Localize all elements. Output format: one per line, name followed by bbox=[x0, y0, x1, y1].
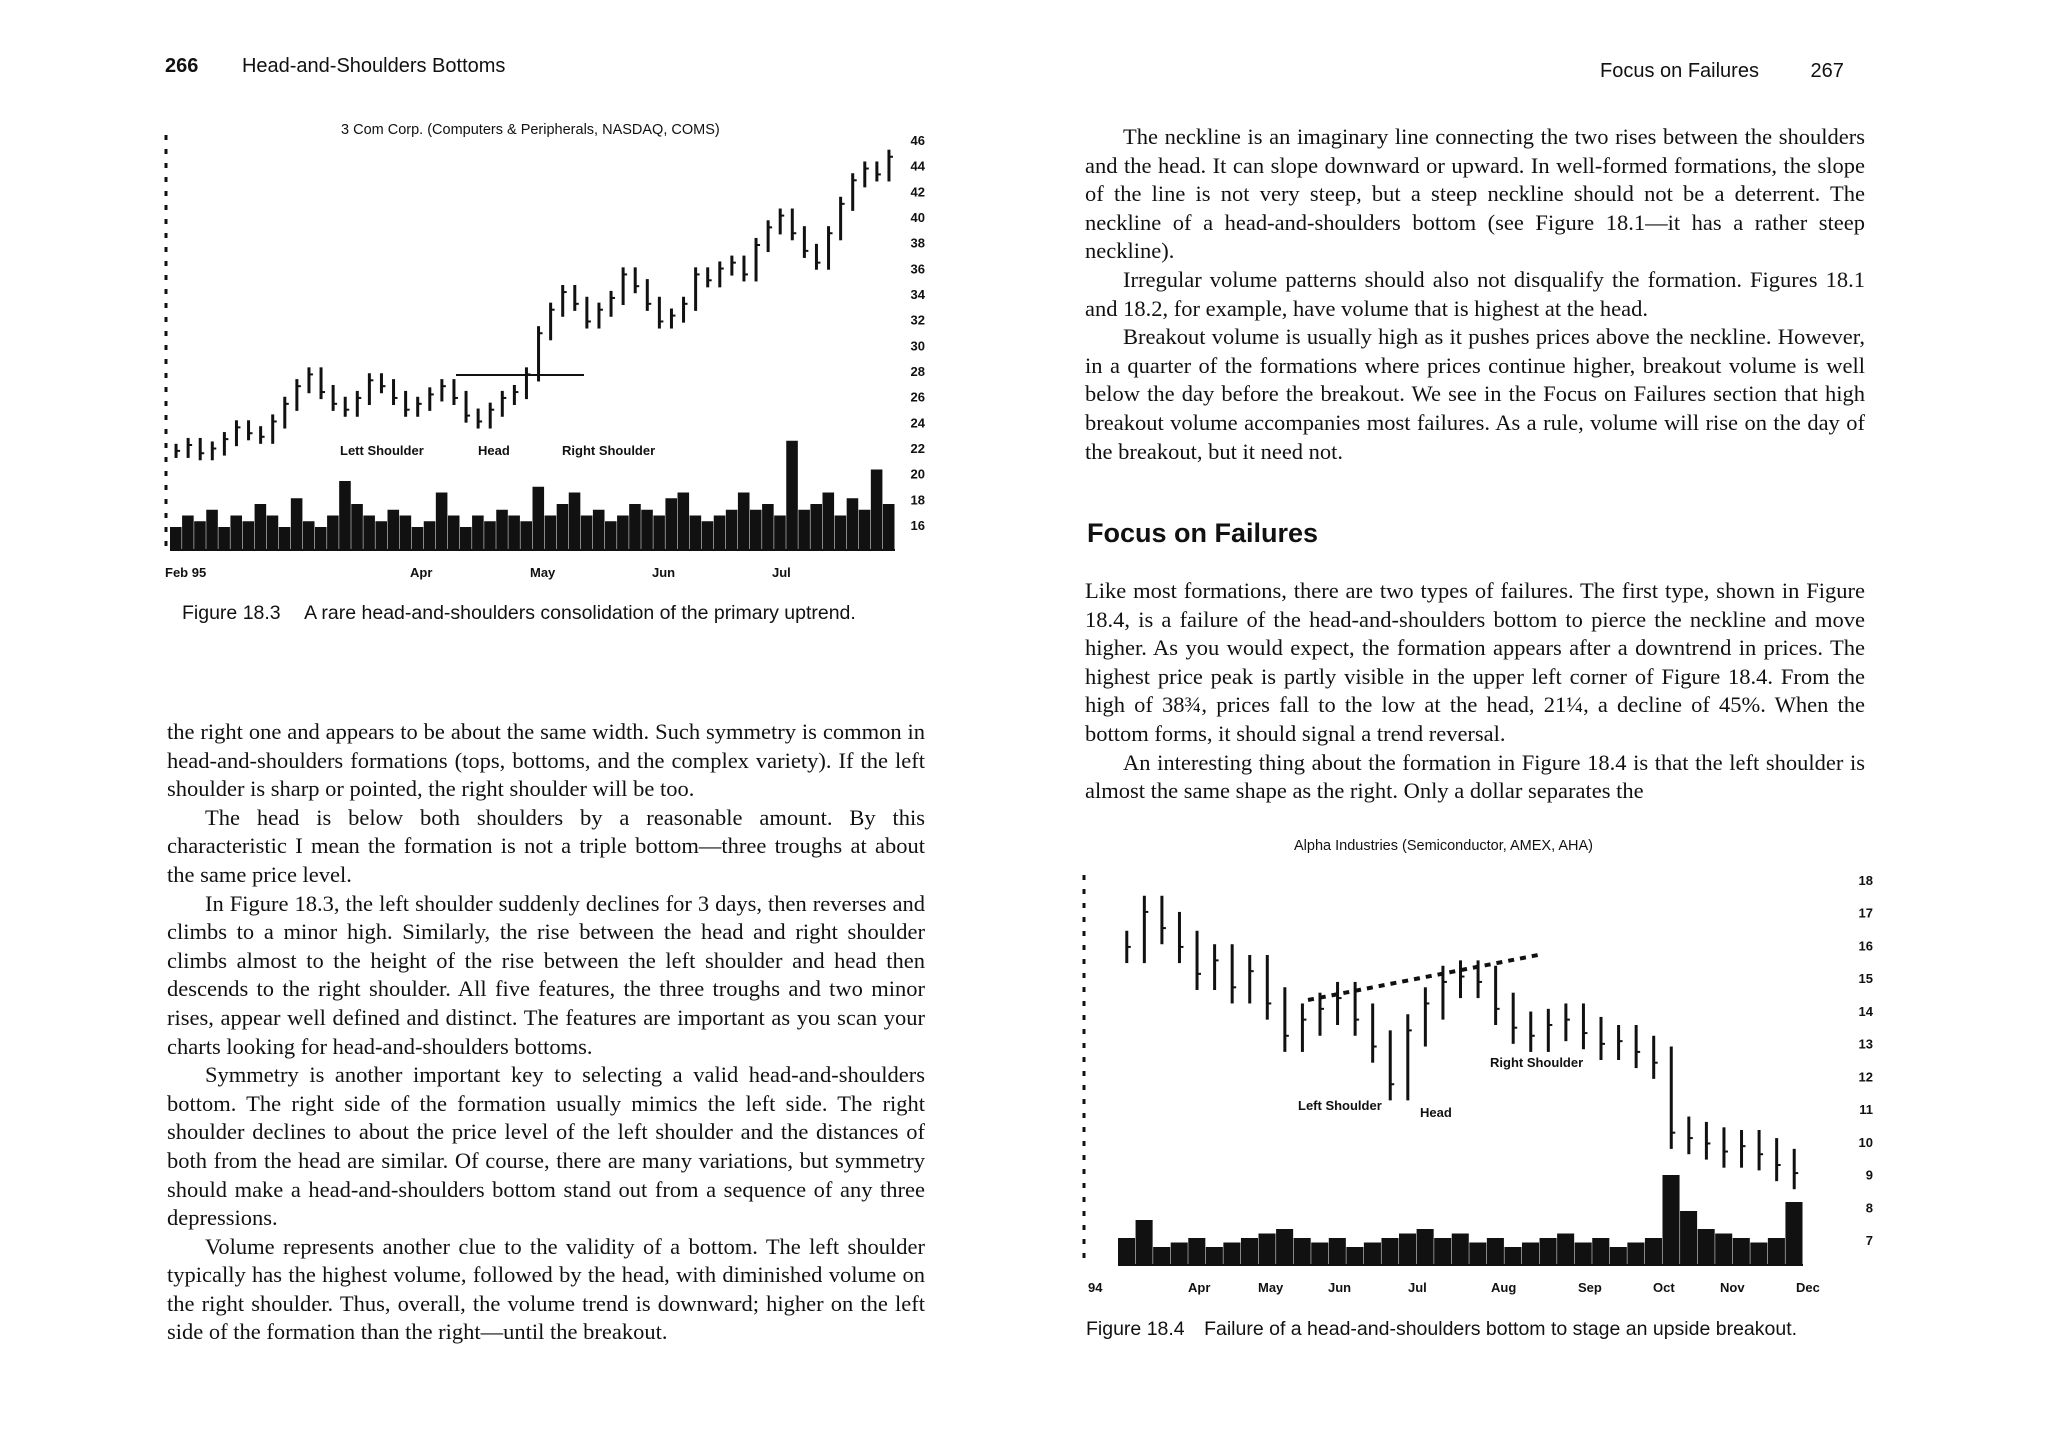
y-tick-label: 36 bbox=[910, 261, 925, 277]
volume-bar bbox=[605, 521, 617, 550]
volume-bar bbox=[303, 521, 315, 550]
volume-bar bbox=[194, 521, 206, 550]
y-tick-label: 12 bbox=[1858, 1069, 1873, 1085]
volume-bar bbox=[363, 516, 375, 551]
volume-bar bbox=[267, 516, 279, 551]
y-tick-label: 30 bbox=[910, 338, 925, 354]
y-tick-label: 46 bbox=[910, 135, 925, 148]
volume-bar bbox=[690, 516, 702, 551]
volume-bar bbox=[629, 504, 641, 550]
paragraph: Volume represents another clue to the validity of a bottom. The left shoulder typically has the highest volume, followed by the head, with diminished volume on the right shoulder. Thus, overall, the volume trend is downward; higher on the left side of the formation than the right—until the breakout. bbox=[167, 1233, 925, 1345]
volume-bar bbox=[1733, 1238, 1750, 1265]
x-tick-label: Jul bbox=[1408, 1280, 1427, 1295]
volume-bar bbox=[1206, 1247, 1223, 1265]
volume-bar bbox=[1153, 1247, 1170, 1265]
x-tick-label: May bbox=[1258, 1280, 1284, 1295]
volume-bar bbox=[810, 504, 822, 550]
volume-bar bbox=[1364, 1243, 1381, 1266]
volume-bar bbox=[702, 521, 714, 550]
body-text-left bbox=[167, 718, 925, 1347]
volume-bar bbox=[1381, 1238, 1398, 1265]
y-tick-label: 11 bbox=[1859, 1102, 1873, 1118]
volume-bar bbox=[533, 487, 545, 550]
y-tick-label: 28 bbox=[910, 364, 925, 379]
x-tick-label: May bbox=[530, 565, 556, 580]
neckline bbox=[1308, 955, 1538, 1000]
volume-bar bbox=[1557, 1234, 1574, 1266]
volume-bar bbox=[1171, 1243, 1188, 1266]
paragraph: An interesting thing about the formation in Figure 18.4 is that the left shoulder is almost the same shape as the right. Only a dollar separates the bbox=[1085, 749, 1865, 804]
paragraph: Like most formations, there are two types of failures. The first type, shown in Figure 18.4, is a failure of the head-and-shoulders bottom to pierce the neckline and move higher. As you would expect, the formation appears after a downtrend in prices. The highest price peak is partly visible in the upper left corner of Figure 18.4. From the high of 38¾, prices fall to the low at the head, 21¼, a decline of 45%. When the bottom forms, it should signal a trend reversal. bbox=[1085, 578, 1865, 746]
volume-bar bbox=[400, 516, 412, 551]
y-tick-label: 8 bbox=[1865, 1200, 1873, 1216]
volume-bar bbox=[617, 516, 629, 551]
x-tick-label: 94 bbox=[1088, 1280, 1103, 1295]
volume-bar bbox=[472, 516, 484, 551]
y-tick-label: 32 bbox=[910, 312, 925, 328]
volume-bar bbox=[182, 516, 194, 551]
y-tick-label: 40 bbox=[910, 210, 925, 225]
y-tick-label: 16 bbox=[910, 518, 925, 533]
volume-bar bbox=[786, 441, 798, 550]
pattern-annotation: Head bbox=[478, 443, 510, 458]
x-tick-label: Oct bbox=[1653, 1280, 1675, 1295]
volume-bar bbox=[508, 516, 520, 551]
volume-bar bbox=[1241, 1238, 1258, 1265]
x-tick-label: Apr bbox=[410, 565, 433, 580]
volume-bar bbox=[557, 504, 569, 550]
y-tick-label: 22 bbox=[910, 441, 925, 456]
volume-bar bbox=[1417, 1229, 1434, 1265]
volume-bar bbox=[1294, 1238, 1311, 1265]
volume-bar bbox=[1346, 1247, 1363, 1265]
volume-bar bbox=[545, 516, 557, 551]
x-tick-label: Jun bbox=[1328, 1280, 1352, 1295]
volume-bar bbox=[230, 516, 242, 551]
volume-bar bbox=[1399, 1234, 1416, 1266]
volume-bar bbox=[460, 527, 472, 550]
paragraph: In Figure 18.3, the left shoulder suddenly declines for 3 days, then reverses and climbs to a minor high. Similarly, the rise between the head and right shoulder climbs almost to the height of the rise between the left shoulder and head then descends to the right shoulder. All five features, the three troughs and two minor rises, appear well defined and distinct. The features are important as you scan your charts looking for head-and-shoulders bottoms. bbox=[167, 890, 925, 1059]
chart-title: 3 Com Corp. (Computers & Peripherals, NASDAQ, COMS) bbox=[341, 122, 720, 138]
volume-bar bbox=[291, 498, 303, 550]
section-heading: Focus on Failures bbox=[1087, 518, 1319, 548]
volume-bar bbox=[593, 510, 605, 550]
figure-caption bbox=[182, 602, 856, 625]
volume-bar bbox=[569, 493, 581, 551]
y-tick-label: 17 bbox=[1858, 905, 1873, 921]
right-page bbox=[1024, 0, 2048, 1447]
volume-bar bbox=[1785, 1202, 1802, 1265]
y-tick-label: 38 bbox=[910, 235, 925, 251]
volume-bar bbox=[641, 510, 653, 550]
volume-bar bbox=[883, 504, 895, 550]
page-number: 267 bbox=[1810, 60, 1844, 82]
volume-bar bbox=[255, 504, 267, 550]
x-tick-label: Aug bbox=[1491, 1280, 1517, 1295]
y-tick-label: 26 bbox=[910, 389, 925, 405]
pattern-annotation: Right Shoulder bbox=[562, 443, 656, 458]
volume-bar bbox=[581, 516, 593, 551]
volume-bar bbox=[351, 504, 363, 550]
volume-bar bbox=[750, 510, 762, 550]
volume-bar bbox=[206, 510, 218, 550]
volume-bar bbox=[762, 504, 774, 550]
volume-bar bbox=[665, 498, 677, 550]
volume-bar bbox=[738, 493, 750, 551]
volume-bar bbox=[1329, 1238, 1346, 1265]
volume-bar bbox=[653, 516, 665, 551]
x-tick-label: Apr bbox=[1188, 1280, 1211, 1295]
volume-bar bbox=[484, 521, 496, 550]
figure-caption-text: A rare head-and-shoulders consolidation of the primary uptrend. bbox=[304, 602, 856, 624]
x-tick-label: Nov bbox=[1720, 1280, 1745, 1295]
paragraph: Irregular volume patterns should also not disqualify the formation. Figures 18.1 and 18.2, for example, have volume that is highest at the head. bbox=[1085, 266, 1865, 321]
volume-bar bbox=[859, 510, 871, 550]
volume-bar bbox=[1522, 1243, 1539, 1266]
volume-bar bbox=[412, 527, 424, 550]
y-tick-label: 20 bbox=[910, 466, 925, 482]
volume-bar bbox=[1540, 1238, 1557, 1265]
page-number: 266 bbox=[165, 55, 199, 77]
chart-title: Alpha Industries (Semiconductor, AMEX, AHA) bbox=[1294, 838, 1593, 854]
x-tick-label: Sep bbox=[1578, 1280, 1602, 1295]
volume-bar bbox=[1592, 1238, 1609, 1265]
volume-bar bbox=[823, 493, 835, 551]
x-tick-label: Jun bbox=[652, 565, 676, 580]
y-tick-label: 14 bbox=[1858, 1003, 1873, 1019]
volume-bar bbox=[1223, 1243, 1240, 1266]
volume-bar bbox=[1680, 1211, 1697, 1265]
volume-bar bbox=[218, 527, 230, 550]
y-tick-label: 9 bbox=[1865, 1167, 1873, 1183]
volume-bar bbox=[774, 516, 786, 551]
volume-bar bbox=[871, 470, 883, 551]
x-tick-label: Dec bbox=[1796, 1280, 1820, 1295]
volume-bar bbox=[1487, 1238, 1504, 1265]
volume-bar bbox=[1698, 1229, 1715, 1265]
figure-label: Figure 18.3 bbox=[182, 602, 281, 624]
y-tick-label: 42 bbox=[910, 184, 925, 200]
paragraph: Symmetry is another important key to selecting a valid head-and-shoulders bottom. The right side of the formation usually mimics the left side. The right shoulder declines to about the price level of the left shoulder and the distances of both from the head are similar. Of course, there are many variations, but symmetry should make a head-and-shoulders bottom stand out from a sequence of any three depressions. bbox=[167, 1062, 925, 1231]
y-tick-label: 24 bbox=[910, 415, 925, 431]
volume-bar bbox=[339, 481, 351, 550]
volume-bar bbox=[1118, 1238, 1135, 1265]
figure-label: Figure 18.4 bbox=[1086, 1318, 1185, 1340]
volume-bar bbox=[1575, 1243, 1592, 1266]
volume-bar bbox=[1452, 1234, 1469, 1266]
y-tick-label: 7 bbox=[1865, 1233, 1873, 1248]
volume-bar bbox=[798, 510, 810, 550]
volume-bar bbox=[1504, 1247, 1521, 1265]
volume-bar bbox=[1627, 1243, 1644, 1266]
volume-bar bbox=[520, 521, 532, 550]
volume-bar bbox=[1645, 1238, 1662, 1265]
volume-bar bbox=[327, 516, 339, 551]
x-tick-label: Jul bbox=[772, 565, 791, 580]
running-header-right bbox=[1600, 60, 1844, 83]
volume-bar bbox=[1662, 1175, 1679, 1265]
running-head-title: Focus on Failures bbox=[1600, 60, 1759, 82]
y-tick-label: 44 bbox=[910, 158, 925, 174]
volume-bar bbox=[1136, 1220, 1153, 1265]
volume-bar bbox=[424, 521, 436, 550]
volume-bar bbox=[1188, 1238, 1205, 1265]
volume-bar bbox=[496, 510, 508, 550]
volume-bar bbox=[243, 521, 255, 550]
y-tick-label: 16 bbox=[1858, 938, 1873, 954]
volume-bar bbox=[1311, 1243, 1328, 1266]
volume-bar bbox=[1610, 1247, 1627, 1265]
volume-bar bbox=[315, 527, 327, 550]
pattern-annotation: Lett Shoulder bbox=[340, 443, 424, 458]
volume-bar bbox=[1434, 1238, 1451, 1265]
stock-chart-3com bbox=[160, 135, 930, 583]
running-header-left bbox=[165, 55, 505, 78]
volume-bar bbox=[448, 516, 460, 551]
figure-caption-text: Failure of a head-and-shoulders bottom to stage an upside breakout. bbox=[1204, 1318, 1798, 1340]
volume-bar bbox=[1750, 1243, 1767, 1266]
pattern-annotation: Head bbox=[1420, 1105, 1452, 1120]
volume-bar bbox=[388, 510, 400, 550]
volume-bar bbox=[835, 516, 847, 551]
volume-bar bbox=[436, 493, 448, 551]
volume-bar bbox=[1715, 1234, 1732, 1266]
volume-bar bbox=[726, 510, 738, 550]
body-text-right-top bbox=[1085, 123, 1865, 466]
volume-bar bbox=[1469, 1243, 1486, 1266]
pattern-annotation: Right Shoulder bbox=[1490, 1055, 1584, 1070]
volume-bar bbox=[1768, 1238, 1785, 1265]
pattern-annotation: Left Shoulder bbox=[1298, 1098, 1382, 1113]
volume-bar bbox=[714, 516, 726, 551]
x-tick-label: Feb 95 bbox=[165, 565, 207, 580]
paragraph: The neckline is an imaginary line connecting the two rises between the shoulders and the head. It can slope downward or upward. In well-formed formations, the slope of the line is not very steep, but a steep neckline should not be a deterrent. The neckline of a head-and-shoulders bottom (see Figure 18.1—it has a rather steep neckline). bbox=[1085, 124, 1865, 264]
y-tick-label: 18 bbox=[910, 492, 925, 508]
y-tick-label: 34 bbox=[910, 287, 925, 302]
volume-bar bbox=[678, 493, 690, 551]
y-tick-label: 10 bbox=[1858, 1134, 1873, 1150]
paragraph: the right one and appears to be about the same width. Such symmetry is common in head-and-shoulders formations (tops, bottoms, and the complex variety). If the left shoulder is sharp or pointed, the right shoulder will be too. bbox=[167, 719, 925, 802]
volume-bar bbox=[170, 527, 182, 550]
volume-bar bbox=[375, 521, 387, 550]
running-head-title: Head-and-Shoulders Bottoms bbox=[241, 55, 506, 77]
volume-bar bbox=[1259, 1234, 1276, 1266]
y-tick-label: 15 bbox=[1858, 971, 1873, 987]
y-tick-label: 13 bbox=[1858, 1036, 1873, 1052]
volume-bar bbox=[847, 498, 859, 550]
stock-chart-alpha bbox=[1078, 845, 1878, 1300]
paragraph: Breakout volume is usually high as it pushes prices above the neckline. However, in a quarter of the formations where prices continue higher, breakout volume is well below the day before the breakout. We see in the Focus on Failures section that high breakout volume accompanies most failures. As a rule, volume will rise on the day of the breakout, but it need not. bbox=[1085, 324, 1865, 464]
paragraph: The head is below both shoulders by a reasonable amount. By this characteristic I mean the formation is not a triple bottom—three troughs at about the same price level. bbox=[167, 804, 925, 887]
body-text-right-bottom bbox=[1085, 577, 1865, 806]
volume-bar bbox=[279, 527, 291, 550]
y-tick-label: 18 bbox=[1858, 873, 1873, 888]
volume-bar bbox=[1276, 1229, 1293, 1265]
figure-caption bbox=[1086, 1318, 1797, 1341]
